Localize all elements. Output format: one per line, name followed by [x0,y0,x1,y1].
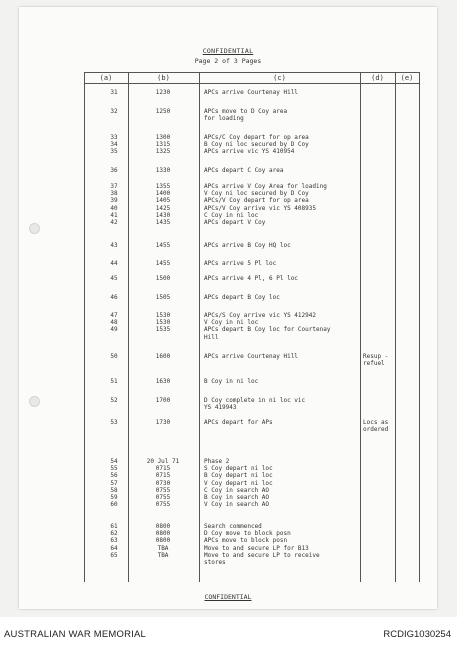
punch-hole [29,223,40,234]
table-cell-a: 44 [110,260,118,267]
table-cell-c: APCs depart for APs [204,419,273,426]
punch-hole [29,396,40,407]
table-cell-a: 61 62 63 64 65 [110,523,118,559]
classification-footer: CONFIDENTIAL [204,593,252,601]
table-cell-b: 1455 [155,260,171,267]
table-cell-d: Resup - refuel [363,353,389,368]
table-cell-c: APCs arrive 5 Pl loc [204,260,277,267]
table-cell-c: APCs arrive 4 Pl, 6 Pl loc [204,275,298,282]
table-cell-a: 32 [110,108,118,115]
column-header-d: (d) [371,74,384,82]
table-cell-a: 45 [110,275,118,282]
table-cell-c: APCs move to D Coy area for loading [204,108,288,123]
archive-footer [0,617,457,654]
column-header-e: (e) [400,74,414,82]
archive-name: AUSTRALIAN WAR MEMORIAL [4,629,147,640]
table-cell-c: APCs depart C Coy area [204,167,284,174]
table-cell-a: 37 38 39 40 41 42 [110,183,118,227]
table-cell-c: APCs/S Coy arrive vic YS 412942 V Coy in ni loc APCs depart B Coy loc for Courtenay Hill [204,312,331,341]
table-cell-b: 1700 [155,397,171,404]
table-cell-b: 0800 0800 0800 TBA TBA [155,523,171,559]
column-header-b: (b) [157,74,170,82]
table-cell-b: 1355 1400 1405 1425 1430 1435 [155,183,171,227]
table-cell-a: 54 55 56 57 58 59 60 [110,458,118,509]
table-cell-c: APCs/C Coy depart for op area B Coy ni loc secured by D Coy APCs arrive vic YS 410954 [204,134,309,156]
table-cell-c: APCs arrive Courtenay Hill [204,89,298,96]
table-cell-a: 52 [110,397,118,404]
table-cell-b: 1500 [155,275,171,282]
column-header-c: (c) [273,74,286,82]
document-page [19,7,437,609]
table-cell-c: Search commenced D Coy move to block posn APCs move to block posn Move to and secure LP for B13 Move to and secure LP to receive stores [204,523,320,567]
table-cell-c: D Coy complete in ni loc vic YS 419943 [204,397,306,412]
table-cell-a: 53 [110,419,118,426]
table-cell-b: 1530 1530 1535 [155,312,171,334]
table-cell-c: APCs arrive Courtenay Hill [204,353,298,360]
table-cell-a: 43 [110,242,118,249]
table-cell-c: APCs arrive V Coy Area for loading V Coy ni loc secured by D Coy APCs/V Coy depart for op area APCs/V Coy arrive vic YS 408935 C Coy in ni loc APCs depart V Coy [204,183,327,227]
page-label: Page 2 of 3 Pages [194,57,262,65]
table-cell-b: 1330 [155,167,171,174]
table-cell-b: 1730 [155,419,171,426]
table-cell-b: 1505 [155,294,171,301]
table-cell-b: 20 Jul 71 0715 0715 0730 0755 0755 0755 [146,458,180,509]
table-cell-b: 1600 [155,353,171,360]
classification-header: CONFIDENTIAL [202,47,254,55]
table-cell-c: APCs arrive B Coy HQ loc [204,242,291,249]
table-cell-d: Locs as ordered [363,419,389,434]
table-cell-b: 1455 [155,242,171,249]
table-cell-b: 1250 [155,108,171,115]
table-cell-a: 50 [110,353,118,360]
table-cell-a: 31 [110,89,118,96]
table-cell-a: 33 34 35 [110,134,118,156]
table-cell-a: 47 48 49 [110,312,118,334]
table-cell-c: B Coy in ni loc [204,378,259,385]
table-cell-a: 51 [110,378,118,385]
table-cell-b: 1630 [155,378,171,385]
table-cell-c: Phase 2 S Coy depart ni loc B Coy depart ni loc V Coy depart ni loc C Coy in search AO B Coy in search AO V Coy in search AO [204,458,273,509]
archive-reference: RCDIG1030254 [383,629,451,640]
table-cell-a: 36 [110,167,118,174]
table-cell-b: 1300 1315 1325 [155,134,171,156]
table-cell-a: 46 [110,294,118,301]
table-cell-b: 1230 [155,89,171,96]
column-header-a: (a) [99,74,113,82]
table-cell-c: APCs depart B Coy loc [204,294,280,301]
